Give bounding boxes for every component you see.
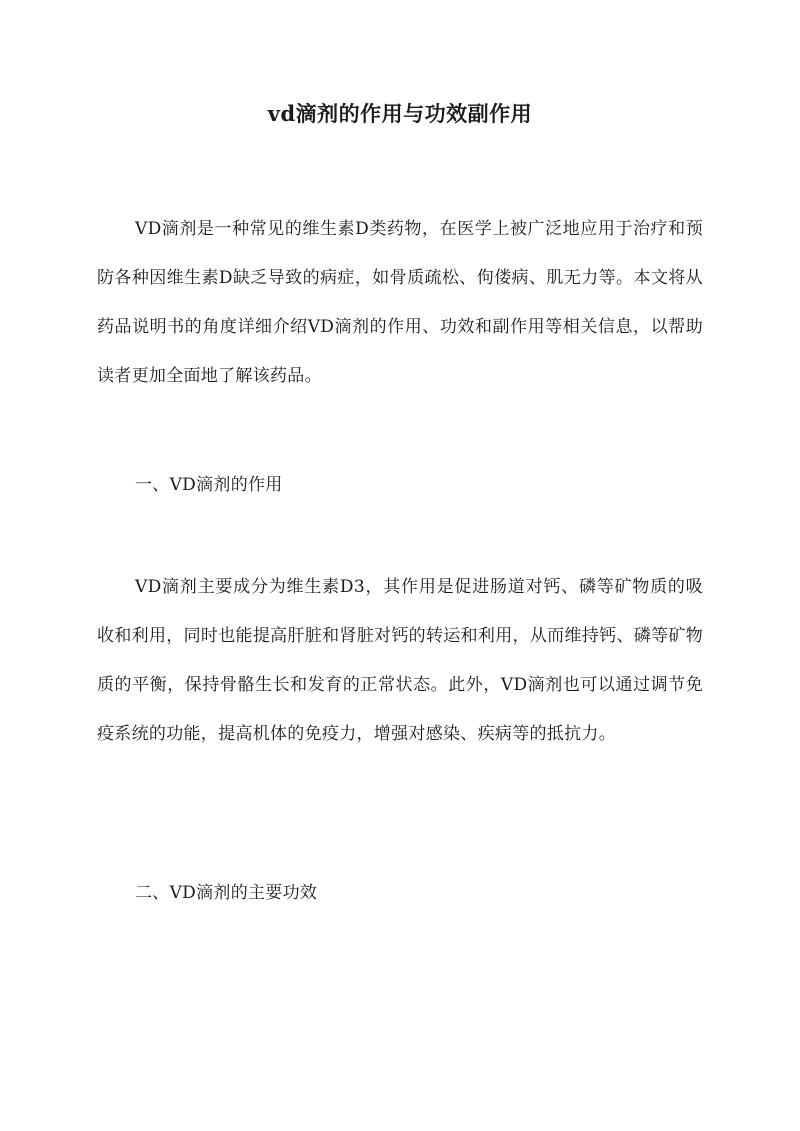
page-title: vd滴剂的作用与功效副作用 [267,101,533,126]
intro-paragraph: VD滴剂是一种常见的维生素D类药物，在医学上被广泛地应用于治疗和预防各种因维生素D缺乏导致的病症，如骨质疏松、佝偻病、肌无力等。本文将从药品说明书的角度详细介绍VD滴剂的作用、功效和副作用等相关信息，以帮助读者更加全面地了解该药品。 [97,219,703,386]
section-1-heading: 一、VD滴剂的作用 [135,475,283,495]
section-1-paragraph: VD滴剂主要成分为维生素D3，其作用是促进肠道对钙、磷等矿物质的吸收和利用，同时也能提高肝脏和肾脏对钙的转运和利用，从而维持钙、磷等矿物质的平衡，保持骨骼生长和发育的正常状态。此外，VD滴剂也可以通过调节免疫系统的功能，提高机体的免疫力，增强对感染、疾病等的抵抗力。 [97,577,703,744]
section-2-heading: 二、VD滴剂的主要功效 [135,883,318,903]
